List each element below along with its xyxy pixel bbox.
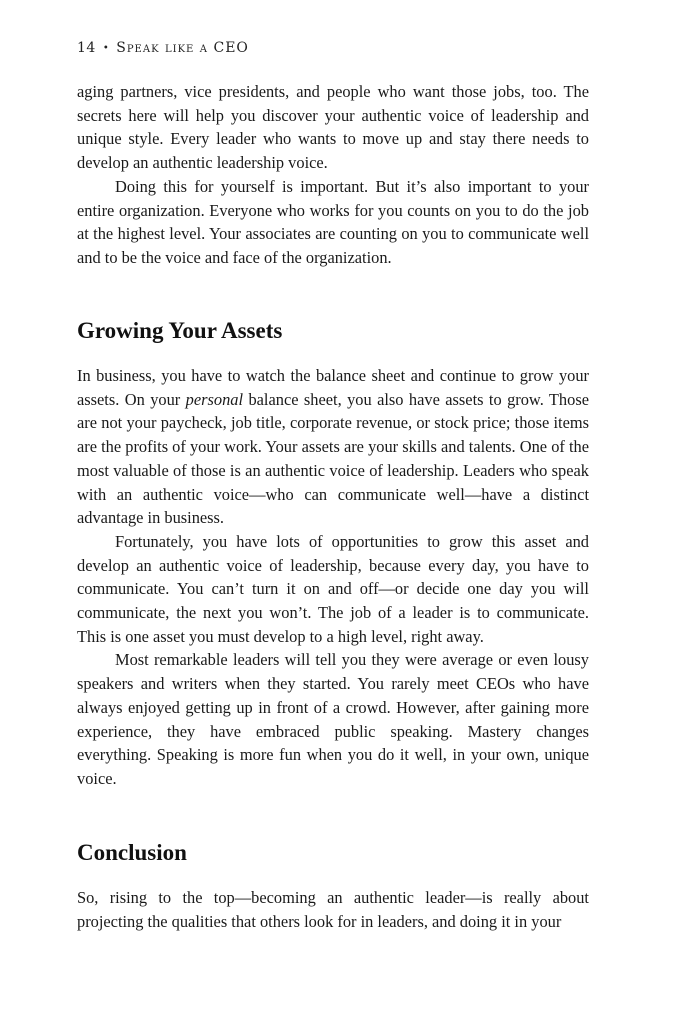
assets-paragraph-1: [77, 364, 589, 530]
assets-p1-emphasis: personal: [185, 389, 244, 409]
book-title: Speak like a CEO: [116, 40, 249, 56]
intro-paragraph-2: Doing this for yourself is important. But it’s also important to your entire organization. Everyone who works for you counts on you to do the job at the highest level. Your associates are counting on you to communicate well and to be the voice and face of the organization.: [77, 176, 589, 267]
section-heading-assets: Growing Your Assets: [77, 318, 283, 343]
conclusion-paragraph-1: So, rising to the top—becoming an authentic leader—is really about projecting the qualities that others look for in leaders, and doing it in your: [77, 888, 589, 931]
assets-p1-before: In business, you have to watch the balance sheet and continue to grow your assets. On your: [77, 366, 589, 409]
page-number: 14: [77, 40, 96, 56]
assets-paragraph-3: Most remarkable leaders will tell you they were average or even lousy speakers and writers when they started. You rarely meet CEOs who have always enjoyed getting up in front of a crowd. However, after gaining more experience, they have embraced public speaking. Mastery changes everything. Speaking is more fun when you do it well, in your own, unique voice.: [77, 650, 589, 788]
assets-text: [77, 364, 589, 791]
separator-dot: •: [102, 43, 110, 54]
assets-paragraph-2: Fortunately, you have lots of opportunities to grow this asset and develop an authentic voice of leadership, because every day, you have to communicate. You can’t turn it on and off—or decide one day you will communicate, the next you won’t. The job of a leader is to communicate. This is one asset you must develop to a high level, right away.: [77, 531, 589, 646]
section-heading-conclusion: Conclusion: [77, 840, 187, 865]
assets-p1-after: balance sheet, you also have assets to grow. Those are not your paycheck, job title, corporate revenue, or stock price; those items are the profits of your work. Your assets are your skills and talents. One of the most valuable of those is an authentic voice of leadership. Leaders who speak with an authentic voice—who can communicate well—have a distinct advantage in business.: [77, 389, 589, 528]
conclusion-text: [77, 886, 589, 933]
intro-text: [77, 80, 589, 270]
running-head: [77, 40, 249, 56]
intro-paragraph-1: aging partners, vice presidents, and people who want those jobs, too. The secrets here will help you discover your authentic voice of leadership and unique style. Every leader who wants to move up and stay there needs to develop an authentic leadership voice.: [77, 82, 589, 173]
